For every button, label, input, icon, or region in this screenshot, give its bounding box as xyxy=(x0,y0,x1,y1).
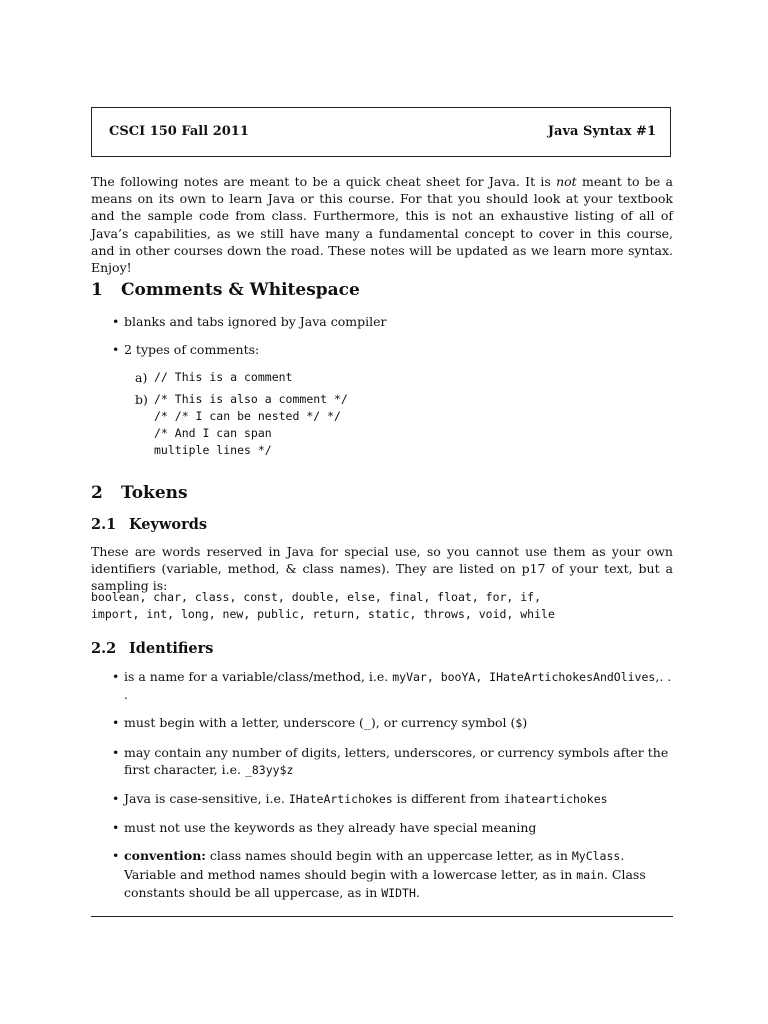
subsection-2-2-heading xyxy=(91,640,213,657)
section-2-heading xyxy=(91,483,188,503)
list-item xyxy=(112,668,673,703)
example-a xyxy=(135,369,348,386)
inline-code: MyClass xyxy=(571,849,621,864)
inline-code: myVar, booYA, IHateArtichokesAndOlives xyxy=(392,670,656,684)
code-line: /* /* I can be nested */ */ xyxy=(154,409,341,423)
bullet-text: ), or currency symbol ( xyxy=(370,715,516,731)
document-header xyxy=(91,107,671,157)
bullet-text: 2 types of comments: xyxy=(124,342,260,358)
code-line: /* This is also a comment */ xyxy=(154,392,348,406)
handout-title: Java Syntax #1 xyxy=(547,124,656,139)
section-number: 2 xyxy=(91,483,103,503)
list-item xyxy=(112,819,673,836)
subsection-title: Identifiers xyxy=(129,640,214,657)
intro-paragraph xyxy=(91,173,673,276)
list-item xyxy=(112,744,673,779)
example-b xyxy=(135,391,348,459)
code-line: import, int, long, new, public, return, static, throws, void, while xyxy=(91,607,555,621)
bullet-text: Java is case-sensitive, i.e. xyxy=(124,791,289,807)
footer-rule xyxy=(91,916,673,917)
list-item xyxy=(112,313,673,330)
list-item xyxy=(112,847,673,902)
subsection-number: 2.2 xyxy=(91,640,117,657)
convention-label: convention: xyxy=(124,848,206,864)
bullet-text: blanks and tabs ignored by Java compiler xyxy=(124,314,387,329)
section-title: Tokens xyxy=(121,483,188,503)
subsection-2-1-heading xyxy=(91,516,207,533)
course-title: CSCI 150 Fall 2011 xyxy=(109,124,249,139)
bullet-text: class names should begin with an uppercase letter, as in xyxy=(205,848,572,864)
inline-code: _83yy$z xyxy=(244,762,294,777)
list-item xyxy=(112,790,673,808)
comment-examples xyxy=(135,369,348,459)
section-1-bullets xyxy=(112,313,673,369)
inline-code: $ xyxy=(515,716,523,731)
section-1-heading xyxy=(91,280,360,300)
intro-text-1: The following notes are meant to be a quick cheat sheet for Java. It is xyxy=(91,174,557,189)
intro-text-2: meant to be a means on its own to learn Java or this course. For that you should look at your textbook and the sample code from class. Furthermore, this is not an exhaustive listing of all of Java’s capabilities, as we still have many a fundamental concept to cover in this course, and in other courses down the road. These notes will be updated as we learn more syntax. Enjoy! xyxy=(91,174,673,276)
bullet-text: . Variable and method names should begin with a lowercase letter, as in xyxy=(124,848,625,882)
bullet-text: may contain any number of digits, letters, underscores, or currency symbols after the first character, i.e. xyxy=(124,744,669,777)
intro-emphasis: not xyxy=(556,174,577,189)
bullet-text: is a name for a variable/class/method, i.e. xyxy=(124,669,393,684)
inline-code: ihateartichokes xyxy=(503,792,608,807)
inline-code: WIDTH xyxy=(381,885,416,900)
bullet-text: ) xyxy=(522,715,528,731)
bullet-text: ,. . . xyxy=(124,669,672,703)
bullet-text: . xyxy=(415,884,420,900)
code-line: boolean, char, class, const, double, else, final, float, for, if, xyxy=(91,590,542,604)
code-line: /* And I can span xyxy=(154,426,272,440)
identifier-bullets xyxy=(112,668,673,913)
list-item xyxy=(112,341,673,358)
bullet-text: must begin with a letter, underscore ( xyxy=(124,715,364,731)
bullet-text: is different from xyxy=(392,791,504,807)
list-item xyxy=(112,714,673,732)
section-title: Comments & Whitespace xyxy=(121,280,360,300)
subsection-title: Keywords xyxy=(129,516,208,533)
item-label: b) xyxy=(135,392,148,407)
code-line: multiple lines */ xyxy=(154,443,272,457)
bullet-text: must not use the keywords as they already have special meaning xyxy=(124,820,537,836)
subsection-number: 2.1 xyxy=(91,516,117,533)
bullet-text: . Class constants should be all uppercase, as in xyxy=(124,866,646,900)
inline-code: _ xyxy=(363,716,371,731)
section-number: 1 xyxy=(91,280,103,300)
inline-code: main xyxy=(576,867,604,882)
code-line: // This is a comment xyxy=(154,370,293,384)
keywords-paragraph: These are words reserved in Java for special use, so you cannot use them as your own identifiers (variable, method, & class names). They are listed on p17 of your text, but a sampling is: xyxy=(91,544,673,594)
keyword-list xyxy=(91,589,555,623)
inline-code: IHateArtichokes xyxy=(288,792,393,807)
item-label: a) xyxy=(135,370,148,385)
